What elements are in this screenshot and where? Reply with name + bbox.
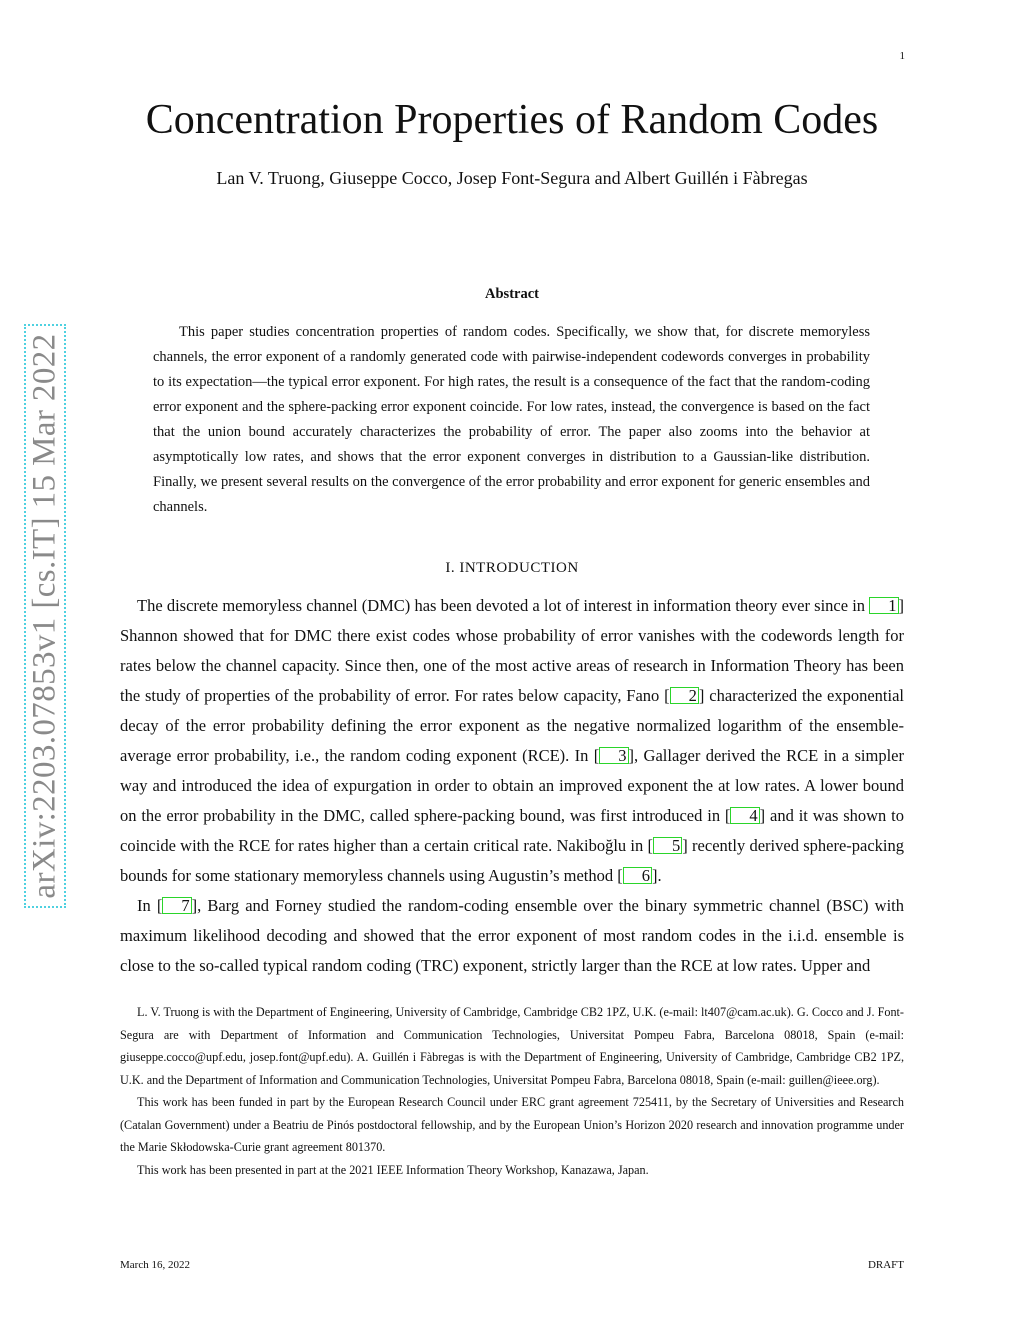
intro-paragraph [120,891,904,981]
intro-text: ] characterized the exponential decay of the error probability defining the error exponent as the negative normalized logarithm of the ensemble-average error probability, i.e., the random coding exponent (RCE). In [ [120,686,904,765]
intro-text: ]. [651,866,662,885]
footnote-affiliations: L. V. Truong is with the Department of Engineering, University of Cambridge, Cambridge CB2 1PZ, U.K. (e-mail: lt407@cam.ac.uk). G. Cocco and J. Font-Segura are with Department of Information and Communication Technologies, Universitat Pompeu Fabra, Barcelona 08018, Spain (e-mail: giuseppe.cocco@upf.edu, josep.font@upf.edu). A. Guillén i Fàbregas is with the Department of Engineering, University of Cambridge, Cambridge CB2 1PZ, U.K. and the Department of Information and Communication Technologies, Universitat Pompeu Fabra, Barcelona 08018, Spain (e-mail: guillen@ieee.org). [120,1005,904,1087]
abstract-heading: Abstract [485,286,539,302]
citation-link[interactable]: 2 [670,687,699,704]
intro-text: ] recently derived sphere-packing bounds for some stationary memoryless channels using Augustin’s method [ [120,836,904,885]
page-number: 1 [899,50,905,62]
abstract-body: This paper studies concentration properties of random codes. Specifically, we show that, for discrete memoryless channels, the error exponent of a randomly generated code with pairwise-independent codewords converges in probability to its expectation—the typical error exponent. For high rates, the result is a consequence of the fact that the random-coding error exponent and the sphere-packing error exponent coincide. For low rates, instead, the convergence is based on the fact that the union bound accurately characterizes the probability of error. The paper also zooms into the behavior at asymptotically low rates, and shows that the error exponent converges in distribution to a Gaussian-like distribution. Finally, we present several results on the convergence of the error probability and error exponent for generic ensembles and channels. [153,324,870,515]
paper-title: Concentration Properties of Random Codes [145,97,879,143]
intro-text: ] and it was shown to coincide with the RCE for rates higher than a certain critical rate. Nakiboğlu in [ [120,806,904,855]
citation-link[interactable]: 5 [653,837,682,854]
arxiv-stamp[interactable]: arXiv:2203.07853v1 [cs.IT] 15 Mar 2022 [26,333,63,899]
citation-link[interactable]: 3 [599,747,628,764]
section-title: INTRODUCTION [459,560,579,576]
footer-date: March 16, 2022 [120,1259,190,1271]
footer-status: DRAFT [867,1259,904,1271]
footnotes [120,1001,904,1181]
intro-text: In [ [137,896,163,915]
citation-link[interactable]: 7 [162,897,191,914]
intro-text: ] Shannon showed that for DMC there exist codes whose probability of error vanishes with the codewords length for rates below the channel capacity. Since then, one of the most active areas of research in Information Theory has been the study of properties of the probability of error. For rates below capacity, Fano [ [120,596,904,705]
section-numeral: I. [445,560,456,576]
introduction [120,591,904,981]
section-heading [0,560,1024,577]
intro-text: ], Gallager derived the RCE in a simpler way and introduced the idea of expurgation in order to obtain an improved exponent the at low rates. A lower bound on the error probability in the DMC, called sphere-packing bound, was first introduced in [ [120,746,905,825]
citation-link[interactable]: 6 [623,867,652,884]
intro-text: ], Barg and Forney studied the random-coding ensemble over the binary symmetric channel (BSC) with maximum likelihood decoding and showed that the error exponent of most random codes in the i.i.d. ensemble is close to the so-called typical random coding (TRC) exponent, strictly larger than the RCE at low rates. Upper and [120,896,904,975]
intro-paragraph [120,591,904,891]
citation-link[interactable]: 4 [730,807,759,824]
footnote-funding: This work has been funded in part by the European Research Council under ERC grant agreement 725411, by the Secretary of Universities and Research (Catalan Government) under a Beatriu de Pinós postdoctoral fellowship, and by the European Union’s Horizon 2020 research and innovation programme under the Marie Skłodowska-Curie grant agreement 801370. [120,1095,904,1154]
intro-text: The discrete memoryless channel (DMC) has been devoted a lot of interest in information theory ever since in [137,596,870,615]
footnote-presentation: This work has been presented in part at the 2021 IEEE Information Theory Workshop, Kanazawa, Japan. [137,1162,649,1177]
author-list: Lan V. Truong, Giuseppe Cocco, Josep Font-Segura and Albert Guillén i Fàbregas [216,168,808,188]
citation-link[interactable]: 1 [869,597,898,614]
